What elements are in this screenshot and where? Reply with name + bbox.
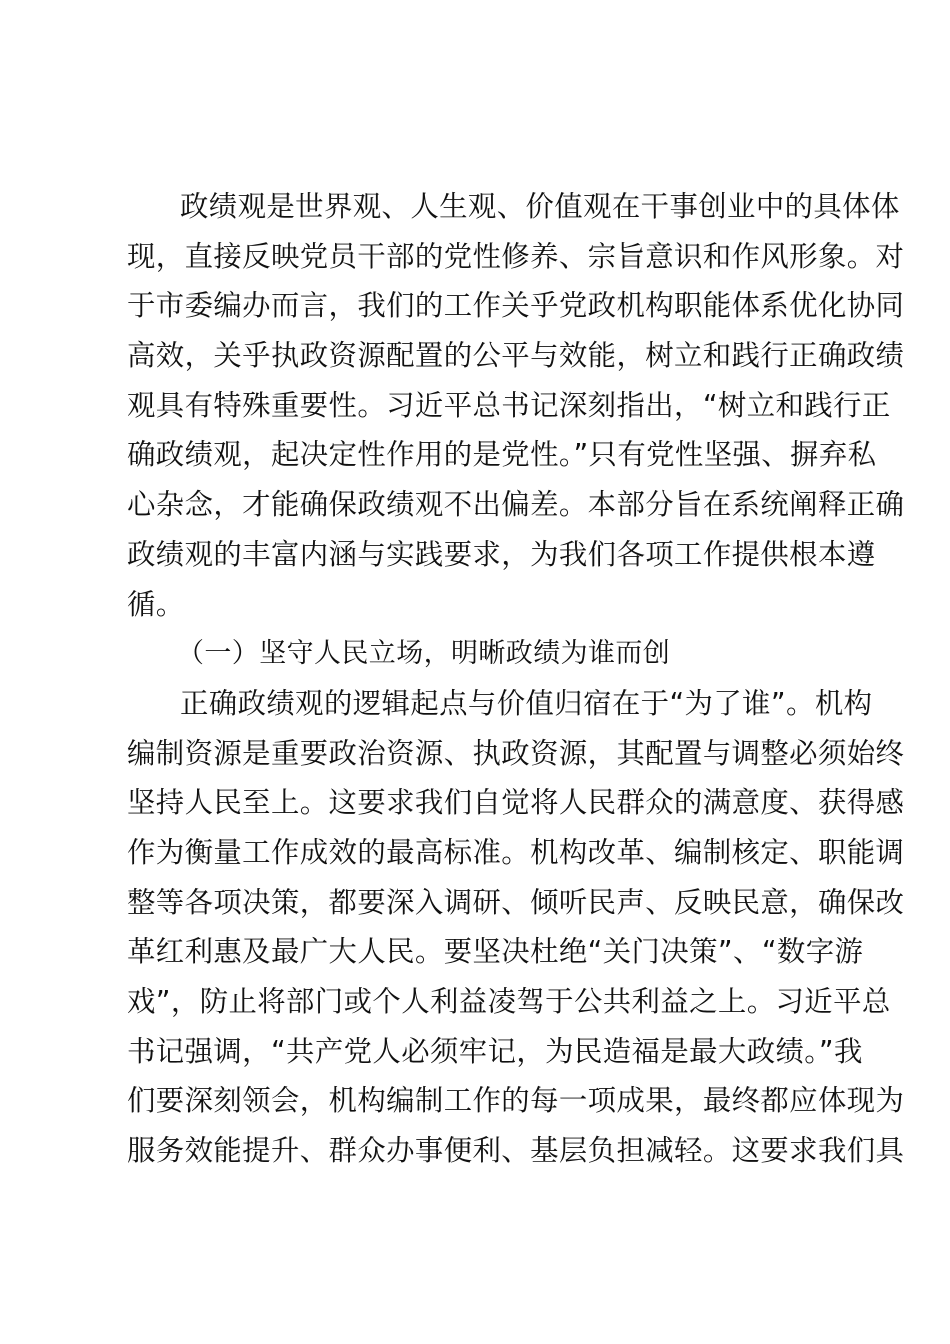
document-page: [127, 182, 905, 1176]
paragraph-line: 编制资源是重要政治资源、执政资源，其配置与调整必须始终: [127, 736, 905, 770]
paragraph-line: 服务效能提升、群众办事便利、基层负担减轻。这要求我们具: [127, 1134, 905, 1168]
paragraph-line: 整等各项决策，都要深入调研、倾听民声、反映民意，确保改: [127, 885, 905, 919]
paragraph-line: 心杂念，才能确保政绩观不出偏差。本部分旨在系统阐释正确: [127, 488, 905, 522]
paragraph-line: 坚持人民至上。这要求我们自觉将人民群众的满意度、获得感: [127, 786, 905, 820]
paragraph-line: 循。: [127, 587, 185, 621]
paragraph-line: 观具有特殊重要性。习近平总书记深刻指出，“树立和践行正: [127, 388, 891, 422]
paragraph-line: 政绩观的丰富内涵与实践要求，为我们各项工作提供根本遵: [127, 537, 876, 571]
paragraph-line: 革红利惠及最广大人民。要坚决杜绝“关门决策”、“数字游: [127, 935, 864, 969]
body-paragraph: [127, 679, 905, 1176]
paragraph-line: 们要深刻领会，机构编制工作的每一项成果，最终都应体现为: [127, 1084, 905, 1118]
paragraph-line: 戏”，防止将部门或个人利益凌驾于公共利益之上。习近平总: [127, 985, 891, 1018]
paragraph-line: 正确政绩观的逻辑起点与价值归宿在于“为了谁”。机构: [180, 686, 873, 720]
paragraph-line: 于市委编办而言，我们的工作关乎党政机构职能体系优化协同: [127, 289, 905, 323]
paragraph-line: 书记强调，“共产党人必须牢记，为民造福是最大政绩。”我: [127, 1034, 863, 1068]
paragraph-line: 作为衡量工作成效的最高标准。机构改革、编制核定、职能调: [127, 835, 905, 869]
section-heading: （一）坚守人民立场，明晰政绩为谁而创: [177, 638, 671, 670]
paragraph-line: 政绩观是世界观、人生观、价值观在干事创业中的具体体: [180, 190, 900, 223]
paragraph-line: 现，直接反映党员干部的党性修养、宗旨意识和作风形象。对: [127, 239, 905, 273]
intro-paragraph: [127, 182, 905, 629]
paragraph-line: 高效，关乎执政资源配置的公平与效能，树立和践行正确政绩: [127, 339, 905, 373]
paragraph-line: 确政绩观，起决定性作用的是党性。”只有党性坚强、摒弃私: [127, 438, 877, 472]
